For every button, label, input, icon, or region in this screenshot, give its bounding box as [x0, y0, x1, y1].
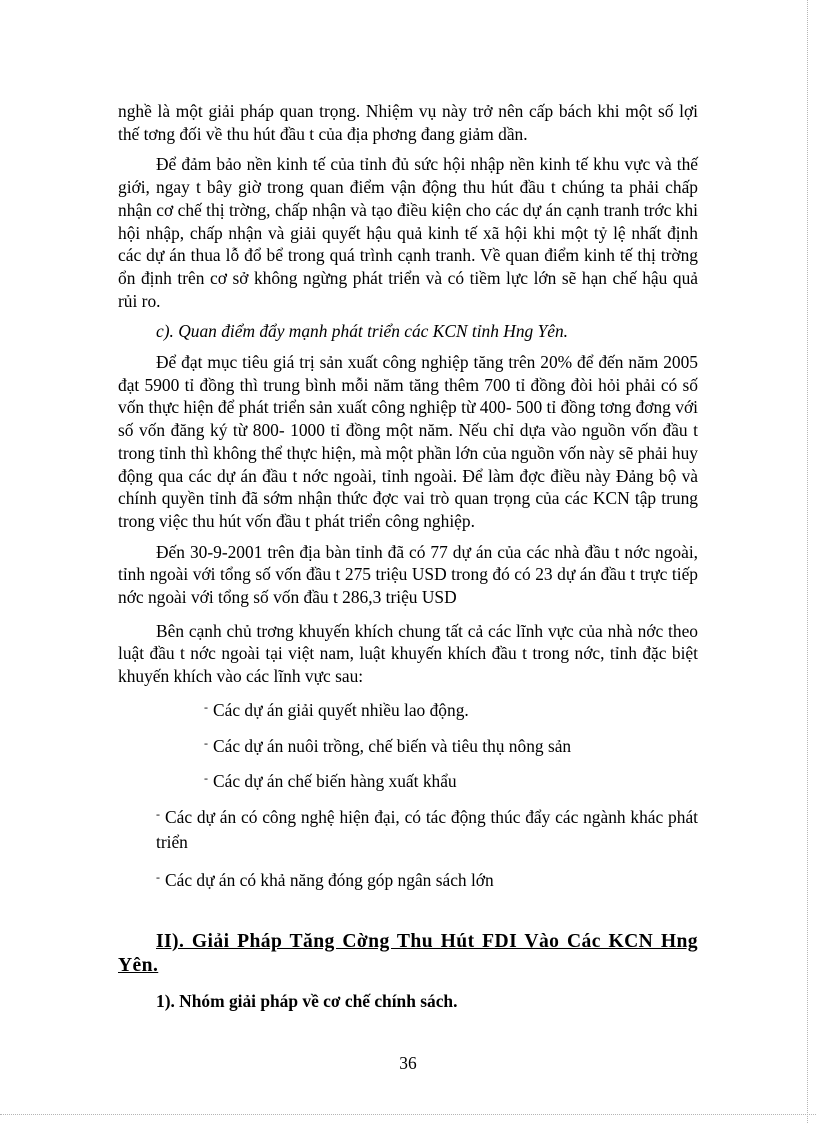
- bullet-dash: -: [204, 699, 208, 714]
- bullet-text: Các dự án có khả năng đóng góp ngân sách lớn: [165, 870, 494, 891]
- bullet-dash: -: [156, 870, 160, 885]
- subsection-heading: 1). Nhóm giải pháp về cơ chế chính sách.: [156, 991, 458, 1012]
- bullet-item: [118, 699, 698, 724]
- section-heading: II). Giải Pháp Tăng Cờng Thu Hút FDI Vào Các KCN Hng Yên.: [118, 931, 698, 977]
- bullet-text: Các dự án giải quyết nhiều lao động.: [213, 699, 469, 720]
- bullet-dash: -: [204, 735, 208, 750]
- paragraph-intro: nghề là một giải pháp quan trọng. Nhiệm vụ này trở nên cấp bách khi một số lợi thế tơng đối về thu hút đầu t của địa phơng đang giảm dần.: [118, 101, 698, 144]
- bullet-text: Các dự án nuôi trồng, chế biến và tiêu thụ nông sản: [213, 735, 572, 756]
- paragraph-policy: Bên cạnh chủ trơng khuyến khích chung tất cả các lĩnh vực của nhà nớc theo luật đầu t nớc ngoài tại việt nam, luật khuyến khích đầu t trong nớc, tỉnh đặc biệt khuyến khích vào các lĩnh vực sau:: [118, 620, 698, 687]
- page-border-right: [807, 0, 808, 1123]
- paragraph-targets: Để đạt mục tiêu giá trị sản xuất công nghiệp tăng trên 20% để đến năm 2005 đạt 5900 tỉ đồng thì trung bình mỗi năm tăng thêm 700 tỉ đồng đòi hỏi phải có số vốn thực hiện để phát triển sản xuất công nghiệp từ 400- 500 tỉ đồng tơng đơng với số vốn đăng ký từ 800- 1000 tỉ đồng một năm. Nếu chỉ dựa vào nguồn vốn đầu t trong tỉnh thì không thể thực hiện, mà một phần lớn của nguồn vốn này sẽ phải huy động qua các dự án đầu t nớc ngoài, tỉnh ngoài. Để làm đợc điều này Đảng bộ và chính quyền tỉnh đã sớm nhận thức đợc vai trò quan trọng của các KCN tập trung trong việc thu hút vốn đầu t phát triển công nghiệp.: [118, 352, 698, 531]
- bullet-dash: -: [156, 806, 160, 821]
- bullet-text: Các dự án có công nghệ hiện đại, có tác động thúc đẩy các ngành khác phát triển: [156, 806, 698, 852]
- bullet-item: [118, 869, 698, 894]
- subsection-heading-c: c). Quan điểm đẩy mạnh phát triển các KCN tỉnh Hng Yên.: [156, 321, 569, 342]
- document-body: [118, 100, 698, 1013]
- bullet-item: [118, 735, 698, 760]
- bullet-dash: -: [204, 771, 208, 786]
- page-number: 36: [399, 1053, 417, 1073]
- bullet-item: [118, 806, 698, 853]
- bullet-item: [118, 770, 698, 795]
- paragraph-integration: Để đảm bảo nền kinh tế của tỉnh đủ sức hội nhập nền kinh tế khu vực và thế giới, ngay t bây giờ trong quan điểm vận động thu hút đầu t chúng ta phải chấp nhận cơ chế thị trờng, chấp nhận và tạo điều kiện cho các dự án cạnh tranh trớc khi hội nhập, chấp nhận và giải quyết hậu quả kinh tế xã hội khi một tỷ lệ nhất định các dự án thua lỗ đổ bể trong quá trình cạnh tranh. Về quan điểm kinh tế thị trờng ổn định trên cơ sở không ngừng phát triển và có tiềm lực lớn sẽ hạn chế hậu quả rủi ro.: [118, 154, 698, 311]
- bullet-text: Các dự án chế biến hàng xuất khẩu: [213, 771, 457, 792]
- paragraph-projects: Đến 30-9-2001 trên địa bàn tỉnh đã có 77 dự án của các nhà đầu t nớc ngoài, tỉnh ngoài với tổng số vốn đầu t 275 triệu USD trong đó có 23 dự án đầu t trực tiếp nớc ngoài với tổng số vốn đầu t 286,3 triệu USD: [118, 541, 698, 608]
- page-border-bottom: [0, 1114, 816, 1115]
